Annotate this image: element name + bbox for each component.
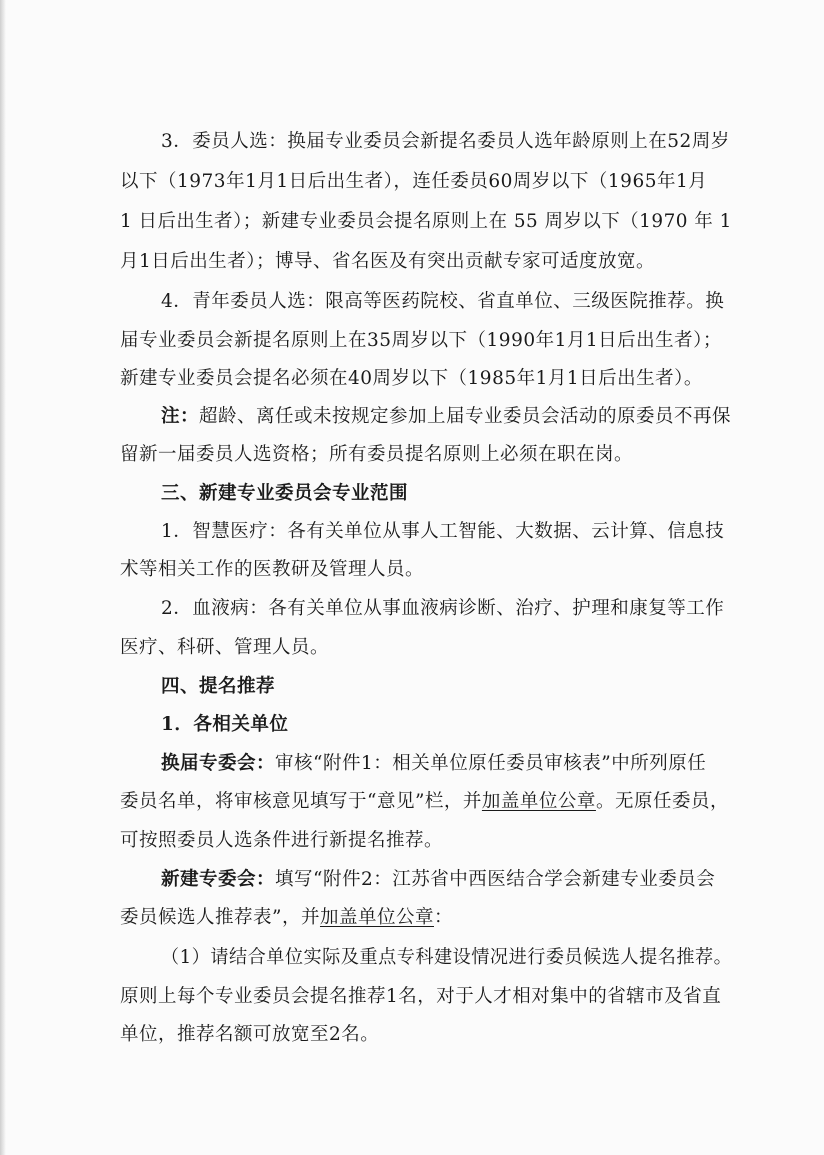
text-line: 4．青年委员人选：限高等医药院校、省直单位、三级医院推荐。换 — [161, 291, 725, 312]
text-line: 新建专委会：填写“附件2：江苏省中西医结合学会新建专业委员会 — [161, 869, 716, 890]
text-line: 届专业委员会新提名原则上在35周岁以下（1990年1月1日后出生者）； — [120, 330, 722, 351]
text-line: （1）请结合单位实际及重点专科建设情况进行委员候选人提名推荐。 — [161, 947, 733, 968]
text-line: 以下（1973年1月1日后出生者），连任委员60周岁以下（1965年1月 — [120, 171, 708, 192]
note-label: 注： — [161, 406, 200, 427]
text-line: 换届专委会：审核“附件1：相关单位原任委员审核表”中所列原任 — [161, 753, 707, 774]
underlined-text: 加盖单位公章 — [481, 791, 596, 812]
underlined-text: 加盖单位公章 — [319, 907, 434, 928]
text-line: 医疗、科研、管理人员。 — [120, 637, 330, 658]
text-line: 留新一届委员人选资格；所有委员提名原则上必须在职在岗。 — [120, 444, 634, 465]
scan-edge-shadow — [0, 0, 6, 1155]
text-line: 1 日后出生者）；新建专业委员会提名原则上在 55 周岁以下（1970 年 1 — [120, 211, 732, 232]
bold-lead: 新建专委会： — [161, 869, 276, 890]
text-line: 1．智慧医疗：各有关单位从事人工智能、大数据、云计算、信息技 — [161, 521, 725, 542]
section-heading: 三、新建专业委员会专业范围 — [161, 483, 409, 504]
text-line: 术等相关工作的医教研及管理人员。 — [120, 559, 425, 580]
text-line: 单位，推荐名额可放宽至2名。 — [120, 1024, 380, 1045]
text-line: 新建专业委员会提名必须在40周岁以下（1985年1月1日后出生者）。 — [120, 368, 703, 389]
note-line: 注：超龄、离任或未按规定参加上届专业委员会活动的原委员不再保 — [161, 406, 732, 427]
section-heading: 四、提名推荐 — [161, 676, 276, 697]
text-line: 3．委员人选：换届专业委员会新提名委员人选年龄原则上在52周岁 — [161, 131, 730, 152]
text-line: 委员候选人推荐表”，并加盖单位公章： — [120, 907, 453, 928]
text-line: 原则上每个专业委员会提名推荐1名，对于人才相对集中的省辖市及省直 — [120, 986, 722, 1007]
text-line: 月1日后出生者）；博导、省名医及有突出贡献专家可适度放宽。 — [120, 251, 656, 272]
bold-lead: 换届专委会： — [161, 753, 276, 774]
text-line: 可按照委员人选条件进行新提名推荐。 — [120, 830, 444, 851]
text-line: 2．血液病：各有关单位从事血液病诊断、治疗、护理和康复等工作 — [161, 598, 725, 619]
text-line: 委员名单，将审核意见填写于“意见”栏，并加盖单位公章。无原任委员， — [120, 791, 729, 812]
subsection-heading: 1．各相关单位 — [161, 714, 289, 735]
